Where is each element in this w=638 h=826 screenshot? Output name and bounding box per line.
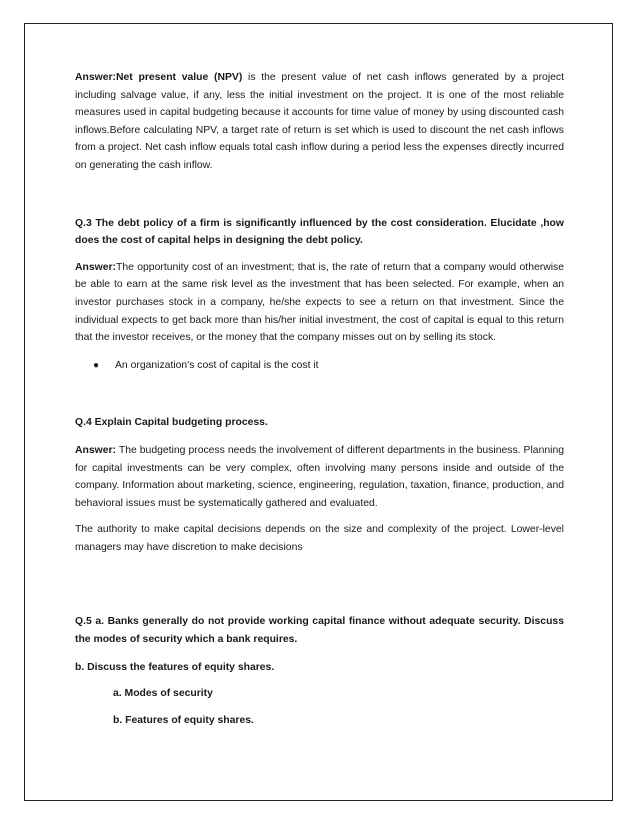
answer-label: Answer: (75, 72, 116, 83)
q2-answer-text: is the present value of net cash inflows generated by a project including salvage value, if any, less the initial investment on the project. It is one of the most reliable measures used in capital budgeting because it accounts for time value of money by using discounted cash inflows.Before calculating NPV, a target rate of return is set which is used to discount the net cash inflows from a project. Net cash inflow equals total cash inflow during a period less the expenses directly incurred on generating the cash inflow. (75, 72, 564, 171)
document-body (75, 69, 564, 729)
answer-label: Answer: (75, 261, 116, 273)
npv-term: Net present value (NPV) (116, 72, 243, 83)
bullet-text: An organization's cost of capital is the cost it (115, 359, 319, 371)
q4-question: Q.4 Explain Capital budgeting process. (75, 417, 268, 429)
q3-answer-paragraph (75, 259, 564, 347)
q3-question: Q.3 The debt policy of a firm is significantly influenced by the cost consideration. Elucidate ,how does the cost of capital helps in designing the debt policy. (75, 217, 564, 247)
q4-paragraph-2: The authority to make capital decisions depends on the size and complexity of the project. Lower-level managers may have discretion to make decisions (75, 524, 564, 553)
q3-answer-text: The opportunity cost of an investment; that is, the rate of return that a company would otherwise be able to earn at the same risk level as the investment that has been selected. For example, when an investor purchases stock in a company, he/she expects to see a return on that investment. Since the individual expects to get back more than his/her initial investment, the cost of capital is equal to this return that the investor receives, or the money that the company misses out on by selling its stock. (75, 261, 564, 344)
answer-label: Answer: (75, 444, 116, 456)
q5-sub-b: b. Features of equity shares. (113, 714, 254, 726)
q2-answer-paragraph (75, 69, 564, 175)
q5-question-b: b. Discuss the features of equity shares. (75, 661, 275, 673)
q5-sub-a: a. Modes of security (113, 688, 213, 700)
q4-answer-paragraph (75, 442, 564, 512)
q4-answer-text: The budgeting process needs the involvement of different departments in the business. Planning for capital investments can be very complex, often involving many persons inside and outside of the company. Information about marketing, science, engineering, regulation, taxation, finance, production, and behavioral issues must be systematically gathered and evaluated. (75, 444, 564, 509)
bullet-icon: ● (93, 359, 100, 371)
q5-question-a: Q.5 a. Banks generally do not provide working capital finance without adequate security. Discuss the modes of security which a bank requires. (75, 616, 564, 646)
list-item (93, 357, 564, 375)
